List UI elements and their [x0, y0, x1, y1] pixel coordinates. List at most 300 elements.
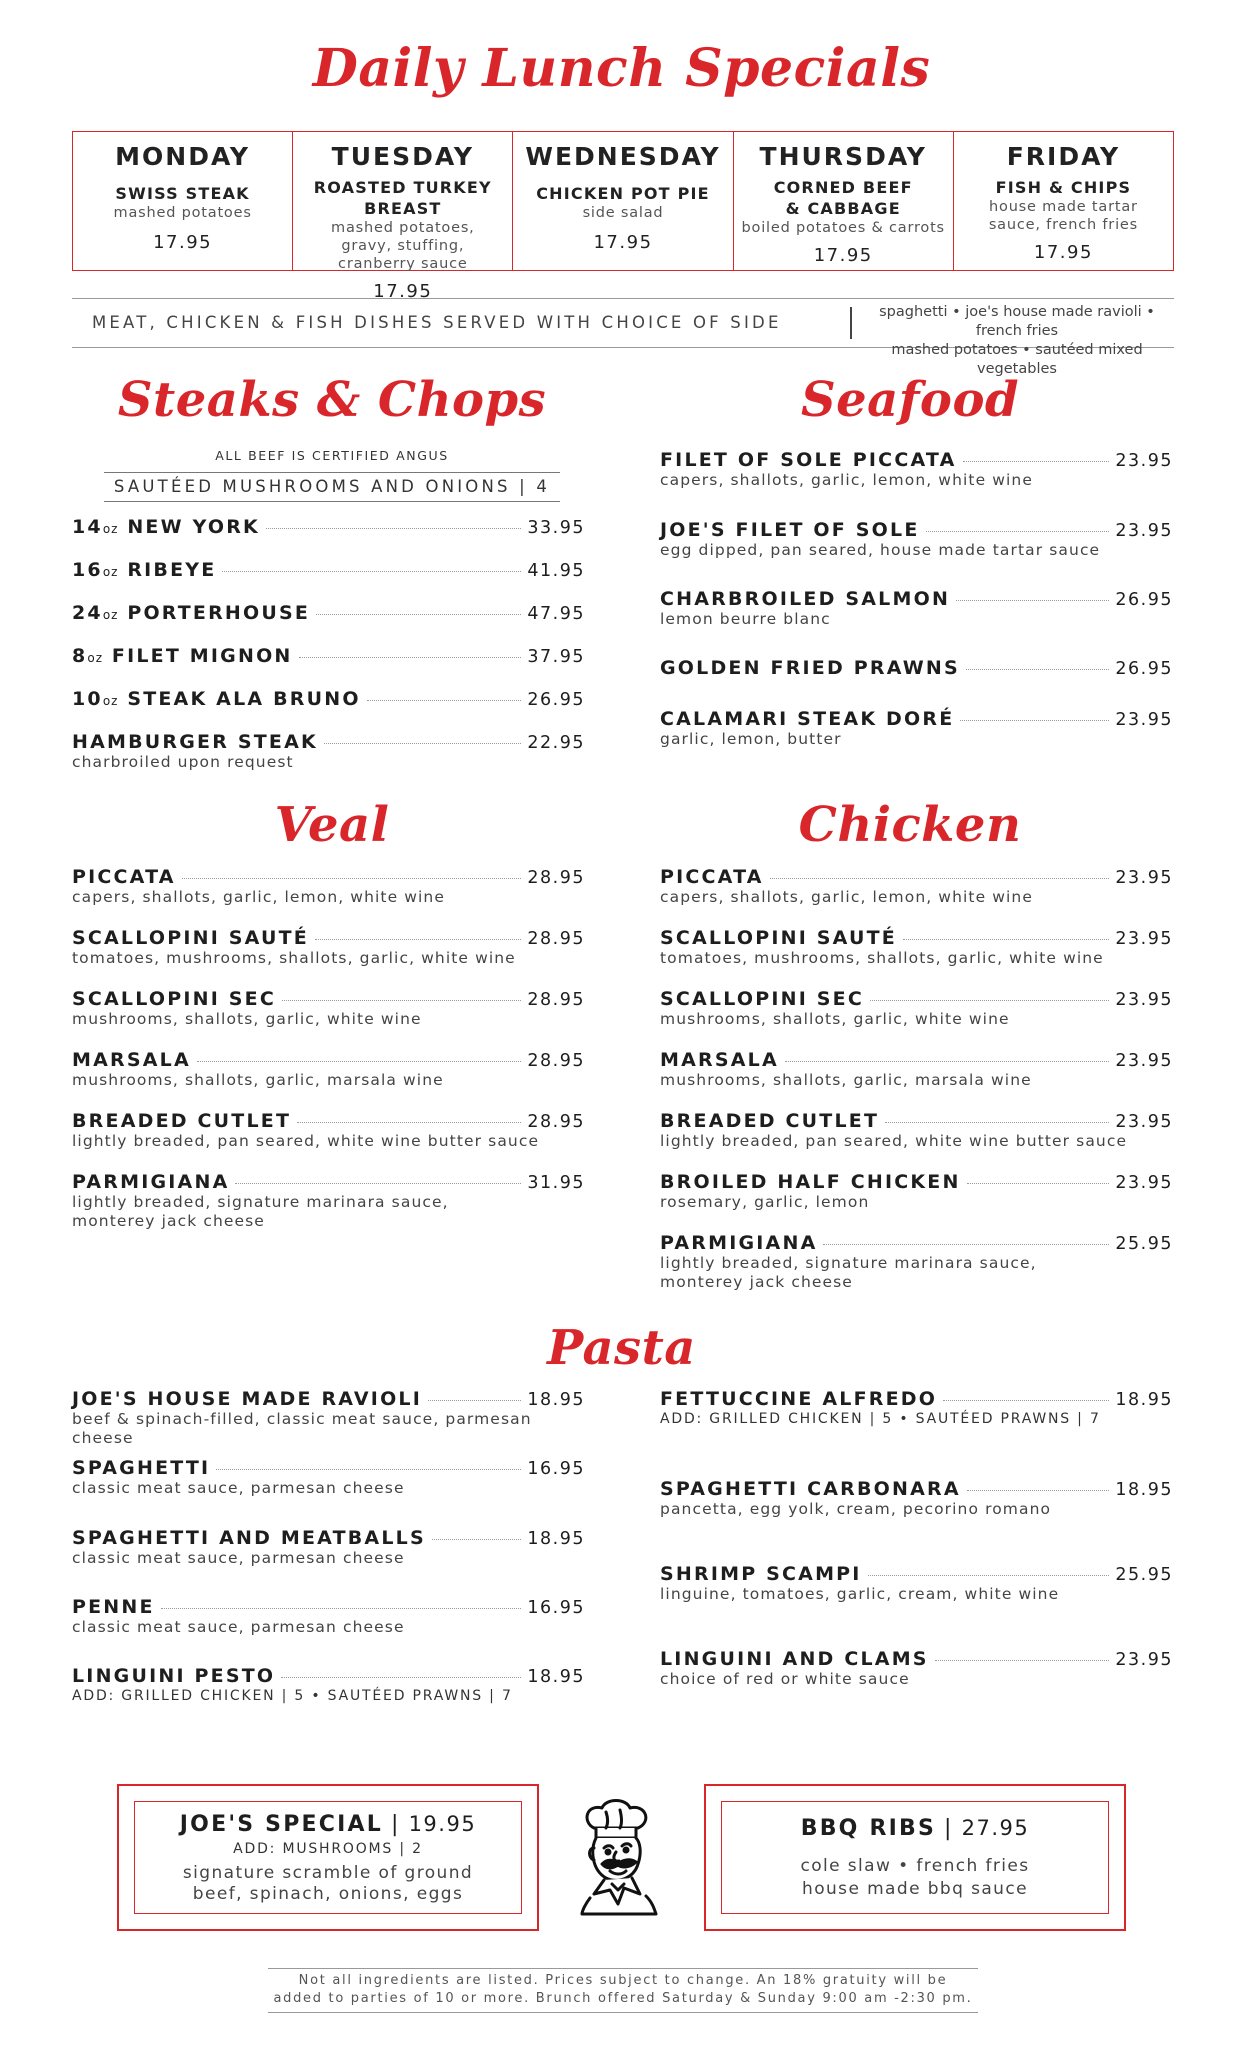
menu-item — [660, 1478, 1173, 1520]
menu-item-price: 23.95 — [1115, 1650, 1173, 1670]
dot-leader — [235, 1183, 521, 1184]
menu-item — [660, 1563, 1173, 1605]
menu-item-desc: choice of red or white sauce — [660, 1670, 910, 1688]
menu-item-title: SPAGHETTI AND MEATBALLS — [72, 1527, 426, 1549]
dot-leader — [943, 1400, 1109, 1401]
menu-item-name — [660, 1648, 929, 1670]
menu-item-price: 28.95 — [527, 1051, 585, 1071]
menu-item-row — [72, 988, 585, 1010]
bbq-ribs-price: 27.95 — [961, 1816, 1030, 1840]
day-wednesday — [513, 132, 733, 270]
menu-item-name — [660, 1478, 961, 1500]
day-price: 17.95 — [373, 281, 433, 302]
sides-divider — [850, 307, 852, 339]
menu-item-name — [660, 1171, 961, 1193]
menu-item-name — [72, 927, 309, 949]
menu-item — [72, 731, 585, 773]
menu-item-row — [72, 1388, 585, 1410]
desc-line: house made bbq sauce — [802, 1879, 1028, 1899]
menu-item-title: PICCATA — [72, 866, 176, 888]
menu-item-title: MARSALA — [72, 1049, 191, 1071]
dot-leader — [182, 878, 522, 879]
menu-item-row — [660, 519, 1173, 541]
menu-item-name — [72, 988, 276, 1010]
desc-line: signature scramble of ground — [182, 1863, 474, 1883]
dot-leader — [870, 1000, 1109, 1001]
menu-item — [72, 988, 585, 1030]
menu-item-name — [660, 1563, 862, 1585]
menu-item-price: 28.95 — [527, 1112, 585, 1132]
steak-weight-unit: oz — [102, 608, 119, 622]
menu-item-title: FETTUCCINE ALFREDO — [660, 1388, 938, 1410]
day-name: FRIDAY — [1006, 142, 1121, 171]
menu-item-name — [660, 866, 764, 888]
menu-item-price: 23.95 — [1115, 451, 1173, 471]
menu-item — [72, 645, 585, 687]
menu-item-title: FILET MIGNON — [111, 645, 293, 667]
menu-item-price: 25.95 — [1115, 1565, 1173, 1585]
day-monday — [73, 132, 293, 270]
menu-item-title: CALAMARI STEAK DORÉ — [660, 708, 955, 730]
joes-special-box — [117, 1784, 539, 1931]
menu-item-name — [72, 1049, 191, 1071]
menu-item-row — [72, 1457, 585, 1479]
menu-item-row — [72, 1596, 585, 1618]
section-title-pasta: Pasta — [547, 1320, 696, 1376]
steak-weight-unit: oz — [87, 651, 104, 665]
menu-item — [72, 516, 585, 558]
menu-item — [660, 1232, 1173, 1291]
footer-line: Not all ingredients are listed. Prices subject to change. An 18% gratuity will be — [298, 1973, 948, 1988]
dot-leader — [367, 700, 522, 701]
menu-item-name — [72, 1457, 210, 1479]
dot-leader — [967, 1183, 1110, 1184]
page-title: Daily Lunch Specials — [312, 38, 931, 99]
steak-weight: 24 — [72, 602, 103, 624]
menu-item-desc: mushrooms, shallots, garlic, white wine — [72, 1010, 422, 1028]
menu-item-row — [660, 449, 1173, 471]
menu-item-price: 33.95 — [527, 518, 585, 538]
menu-item-addon: ADD: GRILLED CHICKEN | 5 • SAUTÉED PRAWNS | 7 — [72, 1688, 513, 1704]
menu-item — [72, 559, 585, 601]
menu-item-price: 37.95 — [527, 647, 585, 667]
menu-item-name — [72, 602, 310, 624]
menu-item-name — [660, 1232, 817, 1254]
menu-item-row — [660, 1232, 1173, 1254]
bbq-ribs-name: BBQ RIBS — [800, 1816, 936, 1841]
menu-item-price: 23.95 — [1115, 868, 1173, 888]
menu-item — [72, 1527, 585, 1569]
menu-item — [72, 927, 585, 969]
day-price: 17.95 — [153, 232, 213, 253]
menu-item-desc: classic meat sauce, parmesan cheese — [72, 1618, 405, 1636]
menu-item-desc: capers, shallots, garlic, lemon, white wine — [660, 888, 1033, 906]
menu-item-desc: mushrooms, shallots, garlic, white wine — [660, 1010, 1010, 1028]
menu-item-row — [660, 588, 1173, 610]
dot-leader — [222, 571, 521, 572]
menu-item-title: CHARBROILED SALMON — [660, 588, 951, 610]
menu-item-price: 18.95 — [1115, 1480, 1173, 1500]
menu-item-name — [660, 1110, 879, 1132]
day-desc: mashed potatoes — [113, 205, 252, 221]
menu-item-title: BREADED CUTLET — [660, 1110, 880, 1132]
menu-item-title: SPAGHETTI — [72, 1457, 211, 1479]
day-tuesday — [293, 132, 513, 302]
menu-item-desc: lemon beurre blanc — [660, 610, 831, 628]
menu-item-name — [660, 988, 864, 1010]
dot-leader — [935, 1660, 1110, 1661]
day-price: 17.95 — [1033, 242, 1093, 263]
menu-item-price: 16.95 — [527, 1598, 585, 1618]
menu-item-title: PORTERHOUSE — [127, 602, 311, 624]
menu-item-desc: lightly breaded, signature marinara sauce, — [72, 1193, 449, 1211]
menu-item-name — [660, 449, 957, 471]
menu-item — [660, 1171, 1173, 1213]
dot-leader — [770, 878, 1110, 879]
menu-item-name — [660, 1049, 779, 1071]
desc-line: beef, spinach, onions, eggs — [192, 1884, 464, 1904]
bbq-ribs-heading — [722, 1816, 1108, 1841]
menu-item-price: 23.95 — [1115, 929, 1173, 949]
menu-item-title: SHRIMP SCAMPI — [660, 1563, 862, 1585]
menu-item-title: LINGUINI AND CLAMS — [660, 1648, 929, 1670]
menu-item-price: 18.95 — [527, 1529, 585, 1549]
joes-special-heading — [135, 1812, 521, 1837]
joes-special-addon: ADD: MUSHROOMS | 2 — [233, 1841, 423, 1857]
menu-item-desc: monterey jack cheese — [660, 1273, 853, 1291]
menu-item-row — [72, 927, 585, 949]
dot-leader — [868, 1575, 1110, 1576]
day-desc: side salad — [582, 205, 664, 221]
steak-weight: 14 — [72, 516, 103, 538]
menu-item-desc: classic meat sauce, parmesan cheese — [72, 1549, 405, 1567]
dot-leader — [282, 1000, 521, 1001]
menu-item-row — [72, 645, 585, 667]
menu-item-row — [72, 516, 585, 538]
menu-item-row — [660, 988, 1173, 1010]
menu-item-price: 28.95 — [527, 929, 585, 949]
day-desc: mashed potatoes, gravy, stuffing, cranberry sauce — [331, 220, 475, 272]
day-friday — [954, 132, 1173, 270]
menu-item — [72, 1049, 585, 1091]
steak-weight: 16 — [72, 559, 103, 581]
dot-leader — [315, 939, 521, 940]
dot-leader — [785, 1061, 1110, 1062]
dot-leader — [428, 1400, 521, 1401]
menu-item — [660, 1388, 1173, 1430]
menu-item-desc: charbroiled upon request — [72, 753, 294, 771]
menu-item-name — [660, 708, 954, 730]
desc-line: cole slaw • french fries — [800, 1856, 1030, 1876]
steak-weight-unit: oz — [102, 522, 119, 536]
menu-item-desc: mushrooms, shallots, garlic, marsala wine — [72, 1071, 444, 1089]
menu-item-price: 26.95 — [527, 690, 585, 710]
menu-item-name — [72, 866, 176, 888]
joes-special-desc — [135, 1863, 521, 1905]
menu-item-name — [660, 927, 897, 949]
dot-leader — [956, 600, 1109, 601]
menu-item-price: 23.95 — [1115, 521, 1173, 541]
day-thursday — [734, 132, 954, 270]
menu-item-desc: rosemary, garlic, lemon — [660, 1193, 870, 1211]
menu-item-desc: egg dipped, pan seared, house made tartar sauce — [660, 541, 1101, 559]
dot-leader — [324, 743, 521, 744]
menu-item-row — [660, 708, 1173, 730]
footer-note — [268, 1968, 978, 2013]
section-title-seafood: Seafood — [800, 372, 1020, 428]
menu-item-row — [72, 1171, 585, 1193]
menu-item-price: 41.95 — [527, 561, 585, 581]
menu-item-title: PARMIGIANA — [72, 1171, 230, 1193]
bbq-ribs-inner — [721, 1801, 1109, 1914]
menu-item-desc: linguine, tomatoes, garlic, cream, white wine — [660, 1585, 1060, 1603]
menu-item — [72, 1665, 585, 1707]
menu-item-title: BREADED CUTLET — [72, 1110, 292, 1132]
menu-item-row — [72, 688, 585, 710]
menu-item-row — [72, 731, 585, 753]
daily-specials-grid — [72, 131, 1174, 302]
menu-item-desc: classic meat sauce, parmesan cheese — [72, 1479, 405, 1497]
menu-item-name — [660, 657, 960, 679]
menu-item-title: PICCATA — [660, 866, 764, 888]
menu-item-price: 18.95 — [527, 1390, 585, 1410]
menu-item-row — [660, 927, 1173, 949]
menu-item-price: 23.95 — [1115, 1051, 1173, 1071]
menu-item-title: HAMBURGER STEAK — [72, 731, 318, 753]
menu-item-price: 31.95 — [527, 1173, 585, 1193]
menu-item-name — [72, 1527, 426, 1549]
menu-item-price: 28.95 — [527, 990, 585, 1010]
dot-leader — [299, 657, 522, 658]
menu-item-row — [660, 1388, 1173, 1410]
menu-item-addon: ADD: GRILLED CHICKEN | 5 • SAUTÉED PRAWNS | 7 — [660, 1411, 1101, 1427]
menu-item — [660, 588, 1173, 630]
menu-item-title: SCALLOPINI SAUTÉ — [72, 927, 309, 949]
menu-item-price: 22.95 — [527, 733, 585, 753]
menu-item-title: FILET OF SOLE PICCATA — [660, 449, 957, 471]
menu-item-price: 23.95 — [1115, 1112, 1173, 1132]
menu-item-desc: tomatoes, mushrooms, shallots, garlic, white wine — [660, 949, 1104, 967]
menu-item — [660, 1049, 1173, 1091]
menu-item-name — [72, 1665, 275, 1687]
menu-item-title: MARSALA — [660, 1049, 779, 1071]
menu-item-desc: lightly breaded, pan seared, white wine butter sauce — [660, 1132, 1128, 1150]
chef-mascot-icon — [572, 1798, 668, 1916]
menu-item-price: 47.95 — [527, 604, 585, 624]
day-price: 17.95 — [813, 245, 873, 266]
menu-item-title: SCALLOPINI SAUTÉ — [660, 927, 897, 949]
menu-item-name — [660, 1388, 937, 1410]
menu-item — [660, 988, 1173, 1030]
menu-item-row — [72, 1527, 585, 1549]
menu-item-title: STEAK ALA BRUNO — [127, 688, 361, 710]
menu-item — [660, 519, 1173, 561]
sides-line: mashed potatoes • sautéed mixed vegetables — [891, 342, 1143, 377]
dot-leader — [297, 1122, 521, 1123]
menu-item-title: GOLDEN FRIED PRAWNS — [660, 657, 960, 679]
menu-item-price: 26.95 — [1115, 659, 1173, 679]
menu-item — [660, 927, 1173, 969]
menu-item-desc: tomatoes, mushrooms, shallots, garlic, white wine — [72, 949, 516, 967]
menu-item-row — [660, 657, 1173, 679]
steak-weight: 8 — [72, 645, 88, 667]
menu-item-name — [72, 559, 216, 581]
menu-item — [72, 1457, 585, 1499]
dot-leader — [926, 531, 1110, 532]
day-name: WEDNESDAY — [525, 142, 721, 171]
menu-item-title: NEW YORK — [127, 516, 260, 538]
sides-label: MEAT, CHICKEN & FISH DISHES SERVED WITH CHOICE OF SIDE — [92, 313, 782, 332]
day-name: TUESDAY — [331, 142, 474, 171]
menu-item-desc: lightly breaded, pan seared, white wine butter sauce — [72, 1132, 540, 1150]
menu-item-name — [660, 588, 950, 610]
menu-item — [660, 866, 1173, 908]
dot-leader — [281, 1677, 521, 1678]
menu-item — [72, 1388, 585, 1447]
menu-item — [660, 1648, 1173, 1690]
menu-item-price: 23.95 — [1115, 710, 1173, 730]
menu-item-price: 23.95 — [1115, 1173, 1173, 1193]
menu-item-desc: pancetta, egg yolk, cream, pecorino romano — [660, 1500, 1052, 1518]
day-dish: CORNED BEEF & CABBAGE — [773, 178, 913, 218]
dot-leader — [967, 1490, 1110, 1491]
menu-item-price: 16.95 — [527, 1459, 585, 1479]
menu-item-row — [72, 1049, 585, 1071]
menu-item — [72, 866, 585, 908]
menu-item-desc: capers, shallots, garlic, lemon, white wine — [72, 888, 445, 906]
dot-leader — [963, 461, 1110, 462]
dot-leader — [316, 614, 521, 615]
menu-item-price: 18.95 — [1115, 1390, 1173, 1410]
steak-weight-unit: oz — [102, 694, 119, 708]
dot-leader — [432, 1539, 522, 1540]
day-name: THURSDAY — [759, 142, 927, 171]
joes-special-price: 19.95 — [408, 1812, 477, 1836]
menu-item-title: SPAGHETTI CARBONARA — [660, 1478, 961, 1500]
day-desc: boiled potatoes & carrots — [741, 220, 945, 236]
dot-leader — [216, 1469, 521, 1470]
day-dish: SWISS STEAK — [115, 184, 250, 203]
section-title-chicken: Chicken — [798, 797, 1022, 853]
section-title-steaks: Steaks & Chops — [117, 372, 547, 428]
dot-leader — [903, 939, 1109, 940]
menu-item-name — [72, 645, 293, 667]
menu-item-title: JOE'S FILET OF SOLE — [660, 519, 920, 541]
day-dish: ROASTED TURKEY BREAST — [313, 178, 492, 218]
menu-item-row — [72, 602, 585, 624]
menu-item-name — [72, 731, 318, 753]
pipe-separator: | — [390, 1812, 401, 1837]
dot-leader — [885, 1122, 1109, 1123]
menu-item-row — [72, 1665, 585, 1687]
menu-item — [72, 1110, 585, 1152]
menu-item — [660, 657, 1173, 699]
menu-item-price: 26.95 — [1115, 590, 1173, 610]
menu-item-name — [72, 516, 260, 538]
menu-item-row — [660, 1648, 1173, 1670]
menu-item — [660, 708, 1173, 750]
angus-note: ALL BEEF IS CERTIFIED ANGUS — [215, 448, 449, 463]
menu-item-title: SCALLOPINI SEC — [72, 988, 277, 1010]
joes-special-name: JOE'S SPECIAL — [179, 1812, 383, 1837]
steak-weight-unit: oz — [102, 565, 119, 579]
menu-item-row — [72, 559, 585, 581]
sides-list — [860, 303, 1174, 379]
menu-item-title: PENNE — [72, 1596, 155, 1618]
menu-item-name — [72, 1596, 155, 1618]
menu-item-name — [72, 1388, 422, 1410]
sides-line: spaghetti • joe's house made ravioli • french fries — [879, 304, 1155, 339]
section-title-veal: Veal — [274, 797, 390, 853]
menu-item — [660, 1110, 1173, 1152]
menu-item-desc: lightly breaded, signature marinara sauce, — [660, 1254, 1037, 1272]
menu-item-row — [660, 1049, 1173, 1071]
menu-item — [72, 1596, 585, 1638]
menu-item-title: SCALLOPINI SEC — [660, 988, 865, 1010]
joes-special-inner — [134, 1801, 522, 1914]
dot-leader — [960, 720, 1109, 721]
menu-item-title: JOE'S HOUSE MADE RAVIOLI — [72, 1388, 422, 1410]
menu-item-row — [660, 1110, 1173, 1132]
menu-item-desc: mushrooms, shallots, garlic, marsala wine — [660, 1071, 1032, 1089]
menu-item-row — [660, 866, 1173, 888]
menu-item-name — [72, 688, 361, 710]
menu-item — [72, 602, 585, 644]
menu-item-desc: monterey jack cheese — [72, 1212, 265, 1230]
day-name: MONDAY — [115, 142, 251, 171]
day-dish: FISH & CHIPS — [995, 178, 1132, 197]
menu-item-price: 28.95 — [527, 868, 585, 888]
steak-addon: SAUTÉED MUSHROOMS AND ONIONS | 4 — [104, 472, 560, 502]
menu-item — [660, 449, 1173, 491]
steak-weight: 10 — [72, 688, 103, 710]
bbq-ribs-box — [704, 1784, 1126, 1931]
menu-item-title: RIBEYE — [127, 559, 217, 581]
menu-item-price: 25.95 — [1115, 1234, 1173, 1254]
menu-item — [72, 688, 585, 730]
menu-item-title: LINGUINI PESTO — [72, 1665, 276, 1687]
menu-item-name — [72, 1110, 291, 1132]
menu-item-title: BROILED HALF CHICKEN — [660, 1171, 961, 1193]
footer-line: added to parties of 10 or more. Brunch offered Saturday & Sunday 9:00 am -2:30 pm. — [273, 1991, 973, 2006]
menu-item-price: 18.95 — [527, 1667, 585, 1687]
dot-leader — [966, 669, 1109, 670]
pipe-separator: | — [944, 1816, 954, 1841]
menu-item — [72, 1171, 585, 1230]
menu-item-price: 23.95 — [1115, 990, 1173, 1010]
dot-leader — [197, 1061, 522, 1062]
sides-band — [72, 298, 1174, 377]
day-dish: CHICKEN POT PIE — [536, 184, 710, 203]
menu-item-desc: capers, shallots, garlic, lemon, white wine — [660, 471, 1033, 489]
menu-item-name — [72, 1171, 229, 1193]
menu-item-desc: garlic, lemon, butter — [660, 730, 842, 748]
menu-item-desc: beef & spinach-filled, classic meat sauce, parmesan cheese — [72, 1410, 532, 1447]
day-price: 17.95 — [593, 232, 653, 253]
menu-item-row — [72, 866, 585, 888]
menu-item-title: PARMIGIANA — [660, 1232, 818, 1254]
menu-item-row — [72, 1110, 585, 1132]
menu-item-name — [660, 519, 920, 541]
dot-leader — [161, 1608, 522, 1609]
dot-leader — [266, 528, 521, 529]
day-desc: house made tartar sauce, french fries — [988, 199, 1138, 233]
menu-item-row — [660, 1563, 1173, 1585]
menu-item-row — [660, 1478, 1173, 1500]
menu-item-row — [660, 1171, 1173, 1193]
bbq-ribs-desc — [722, 1855, 1108, 1901]
dot-leader — [823, 1244, 1109, 1245]
